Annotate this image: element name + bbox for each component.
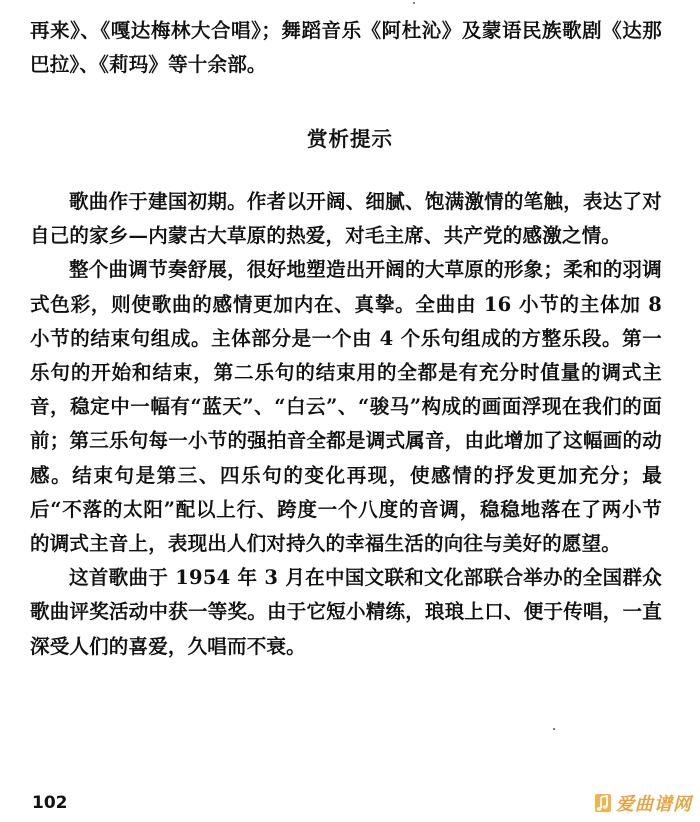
watermark-text: 爱曲谱网 <box>616 794 692 815</box>
scan-speck <box>413 2 415 4</box>
analysis-paragraph: 歌曲作于建国初期。作者以开阔、细腻、饱满激情的笔触，表达了对自己的家乡—内蒙古大草原的热爱，对毛主席、共产党的感激之情。 <box>30 190 662 248</box>
intro-text: 再来》、《嘎达梅林大合唱》；舞蹈音乐《阿杜沁》及蒙语民族歌剧《达那巴拉》、《莉玛》等十余部。 <box>30 19 662 77</box>
analysis-paragraph: 这首歌曲于 1954 年 3 月在中国文联和文化部联合举办的全国群众歌曲评奖活动中获一等奖。由于它短小精练，琅琅上口、便于传唱，一直深受人们的喜爱，久唱而不衰。 <box>30 566 662 658</box>
music-note-icon <box>594 792 612 814</box>
page-number: 102 <box>32 793 68 813</box>
intro-paragraph-tail <box>30 14 662 82</box>
scan-speck <box>553 728 555 730</box>
analysis-body <box>30 185 662 664</box>
section-title: 赏析提示 <box>307 127 393 151</box>
analysis-paragraph: 整个曲调节奏舒展，很好地塑造出开阔的大草原的形象；柔和的羽调式色彩，则使歌曲的感情更加内在、真挚。全曲由 16 小节的主体加 8 小节的结束句组成。主体部分是一个由 4 个乐句组成的方整乐段。第一乐句的开始和结束，第二乐句的结束用的全都是有充分时值量的调式主音，稳定中一幅有“蓝天”、“白云”、“骏马”构成的画面浮现在我们的面前；第三乐句每一小节的强拍音全都是调式属音，由此增加了这幅画的动感。结束句是第三、四乐句的变化再现，使感情的抒发更加充分；最后“不落的太阳”配以上行、跨度一个八度的音调，稳稳地落在了两小节的调式主音上，表现出人们对持久的幸福生活的向往与美好的愿望。 <box>30 258 662 556</box>
site-watermark <box>594 790 692 816</box>
